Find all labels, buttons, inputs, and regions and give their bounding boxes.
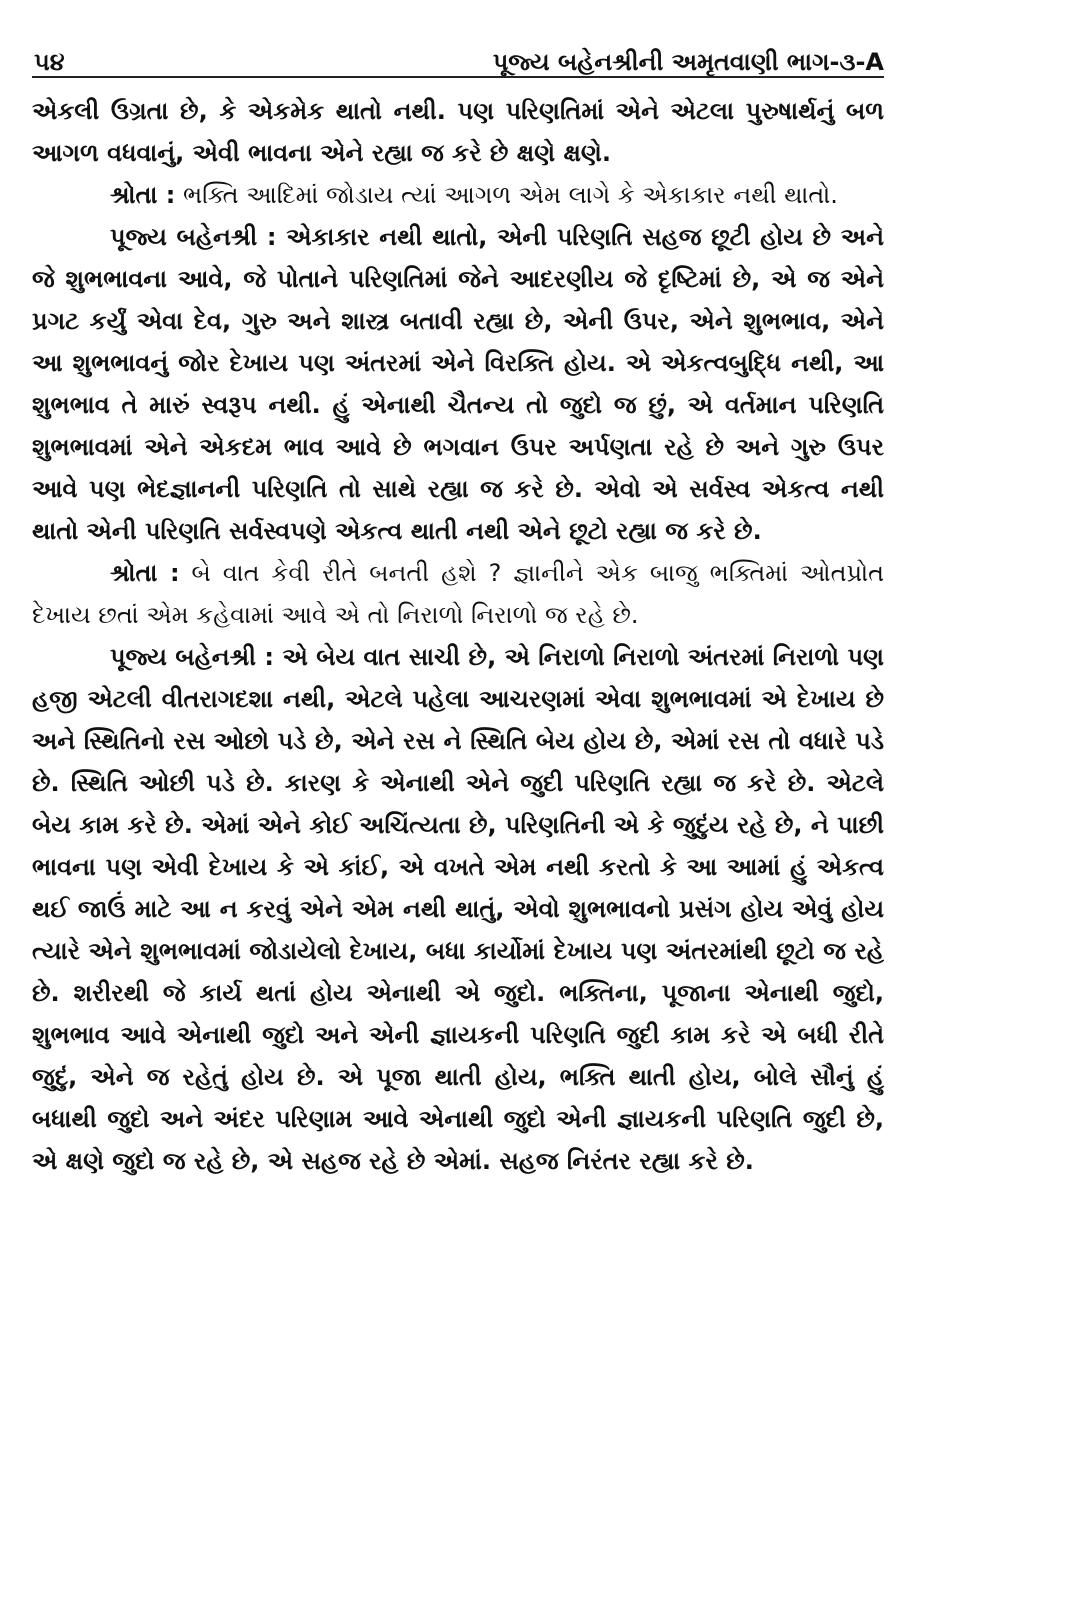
paragraph-text: એ બેય વાત સાચી છે, એ નિરાળો નિરાળો અંતરમાં નિરાળો પણ હજી એટલી વીતરાગદશા નથી, એટલે પહેલા આચરણમાં એવા શુભભાવમાં એ દેખાય છે અને સ્થિતિનો રસ ઓછો પડે છે, એને રસ ને સ્થિતિ બેય હોય છે, એમાં રસ તો વધારે પડે છે. સ્થિતિ ઓછી પડે છે. કારણ કે એનાથી એને જુદી પરિણતિ રહ્યા જ કરે છે. એટલે બેય કામ કરે છે. એમાં એને કોઈ અચિંત્યતા છે, પરિણતિની એ કે જુદુંય રહે છે, ને પાછી ભાવના પણ એવી દેખાય કે એ કાંઈ, એ વખતે એમ નથી કરતો કે આ આમાં હું એકત્વ થઈ જાઉં માટે આ ન કરવું એને એમ નથી થાતું, એવો શુભભાવનો પ્રસંગ હોય એવું હોય ત્યારે એને શુભભાવમાં જોડાયેલો દેખાય, બધા કાર્યોમાં દેખાય પણ અંતરમાંથી છૂટો જ રહે છે. શરીરથી જે કાર્ય થતાં હોય એનાથી એ જુદો. ભક્તિના, પૂજાના એનાથી જુદો, શુભભાવ આવે એનાથી જુદો અને એની જ્ઞાયકની પરિણતિ જુદી કામ કરે એ બધી રીતે જુદું, એને જ રહેતું હોય છે. એ પૂજા થાતી હોય, ભક્તિ થાતી હોય, બોલે સૌનું હું બધાથી જુદો અને અંદર પરિણામ આવે એનાથી જુદો એની જ્ઞાયકની પરિણતિ જુદી છે, એ ક્ષણે જુદો જ રહે છે, એ સહજ રહે છે એમાં. સહજ નિરંતર રહ્યા કરે છે.: [32, 643, 884, 1175]
page-number: ૫૪: [34, 48, 65, 76]
speaker-label: પૂજ્ય બહેનશ્રી :: [110, 643, 275, 671]
page-header: [32, 40, 884, 78]
speaker-label: શ્રોતા :: [110, 181, 176, 209]
paragraph-answer: [32, 216, 884, 552]
document-page: [32, 40, 884, 1182]
book-title: પૂજ્ય બહેનશ્રીની અમૃતવાણી ભાગ-૩-A: [492, 48, 884, 76]
paragraph-text: એકાકાર નથી થાતો, એની પરિણતિ સહજ છૂટી હોય છે અને જે શુભભાવના આવે, જે પોતાને પરિણતિમાં જેને આદરણીય જે દૃષ્ટિમાં છે, એ જ એને પ્રગટ કર્યું એવા દેવ, ગુરુ અને શાસ્ત્ર બતાવી રહ્યા છે, એની ઉપર, એને શુભભાવ, એને આ શુભભાવનું જોર દેખાય પણ અંતરમાં એને વિરક્તિ હોય. એ એકત્વબુદ્ધિ નથી, આ શુભભાવ તે મારું સ્વરૂપ નથી. હું એનાથી ચૈતન્ય તો જુદો જ છું, એ વર્તમાન પરિણતિ શુભભાવમાં એને એકદમ ભાવ આવે છે ભગવાન ઉપર અર્પણતા રહે છે અને ગુરુ ઉપર આવે પણ ભેદજ્ઞાનની પરિણતિ તો સાથે રહ્યા જ કરે છે. એવો એ સર્વસ્વ એકત્વ નથી થાતો એની પરિણતિ સર્વસ્વપણે એકત્વ થાતી નથી એને છૂટો રહ્યા જ કરે છે.: [32, 223, 884, 545]
paragraph-text: ભક્તિ આદિમાં જોડાય ત્યાં આગળ એમ લાગે કે એકાકાર નથી થાતો.: [175, 181, 838, 209]
page-body: [32, 90, 884, 1182]
paragraph-answer: [32, 636, 884, 1182]
paragraph-continuation: [32, 90, 884, 174]
paragraph-text: એકલી ઉગ્રતા છે, કે એકમેક થાતો નથી. પણ પરિણતિમાં એને એટલા પુરુષાર્થનું બળ આગળ વધવાનું, એવી ભાવના એને રહ્યા જ કરે છે ક્ષણે ક્ષણે.: [32, 97, 884, 167]
speaker-label: શ્રોતા :: [110, 559, 180, 587]
speaker-label: પૂજ્ય બહેનશ્રી :: [110, 223, 277, 251]
paragraph-text: બે વાત કેવી રીતે બનતી હશે ? જ્ઞાનીને એક બાજુ ભક્તિમાં ઓતપ્રોત દેખાય છતાં એમ કહેવામાં આવે એ તો નિરાળો નિરાળો જ રહે છે.: [32, 559, 884, 629]
paragraph-listener-question: [32, 552, 884, 636]
paragraph-listener-question: [32, 174, 884, 216]
